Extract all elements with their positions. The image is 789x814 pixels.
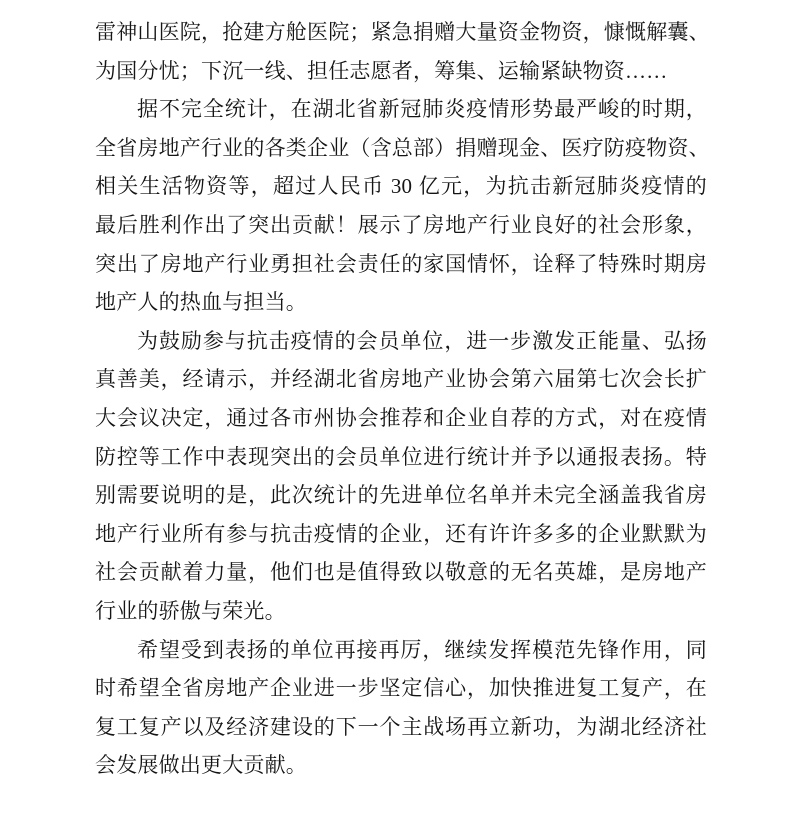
text-line: 据不完全统计，在湖北省新冠肺炎疫情形势最严峻的时期， — [137, 97, 707, 122]
text-line: 行业的骄傲与荣光。 — [95, 598, 286, 623]
text-line: 为国分忧；下沉一线、担任志愿者，筹集、运输紧缺物资…… — [95, 58, 668, 83]
text-line: 真善美，经请示，并经湖北省房地产业协会第六届第七次会长扩 — [95, 367, 707, 392]
text-line: 复工复产以及经济建设的下一个主战场再立新功，为湖北经济社 — [95, 714, 707, 739]
text-line: 会发展做出更大贡献。 — [95, 753, 307, 778]
text-line: 最后胜利作出了突出贡献！展示了房地产行业良好的社会形象， — [95, 212, 707, 237]
text-line: 防控等工作中表现突出的会员单位进行统计并予以通报表扬。特 — [95, 444, 707, 469]
text-line: 相关生活物资等，超过人民币 30 亿元，为抗击新冠肺炎疫情的 — [95, 174, 707, 199]
text-line: 突出了房地产行业勇担社会责任的家国情怀，诠释了特殊时期房 — [95, 251, 707, 276]
text-line: 雷神山医院，抢建方舱医院；紧急捐赠大量资金物资，慷慨解囊、 — [95, 20, 710, 44]
text-line: 别需要说明的是，此次统计的先进单位名单并未完全涵盖我省房 — [95, 483, 707, 508]
paragraph — [95, 631, 707, 785]
document-page — [95, 13, 710, 785]
text-line: 地产行业所有参与抗击疫情的企业，还有许许多多的企业默默为 — [95, 521, 707, 546]
text-line: 地产人的热血与担当。 — [95, 290, 307, 315]
text-line: 为鼓励参与抗击疫情的会员单位，进一步激发正能量、弘扬 — [137, 328, 707, 353]
paragraph — [95, 90, 710, 322]
text-line: 全省房地产行业的各类企业（含总部）捐赠现金、医疗防疫物资、 — [95, 135, 710, 160]
paragraph — [95, 322, 707, 631]
paragraph — [95, 13, 710, 90]
text-line: 社会贡献着力量，他们也是值得致以敬意的无名英雄，是房地产 — [95, 560, 707, 585]
text-line: 希望受到表扬的单位再接再厉，继续发挥模范先锋作用，同 — [137, 637, 707, 662]
text-line: 大会议决定，通过各市州协会推荐和企业自荐的方式，对在疫情 — [95, 405, 707, 430]
document-body — [95, 13, 710, 785]
text-line: 时希望全省房地产企业进一步坚定信心，加快推进复工复产，在 — [95, 676, 707, 701]
